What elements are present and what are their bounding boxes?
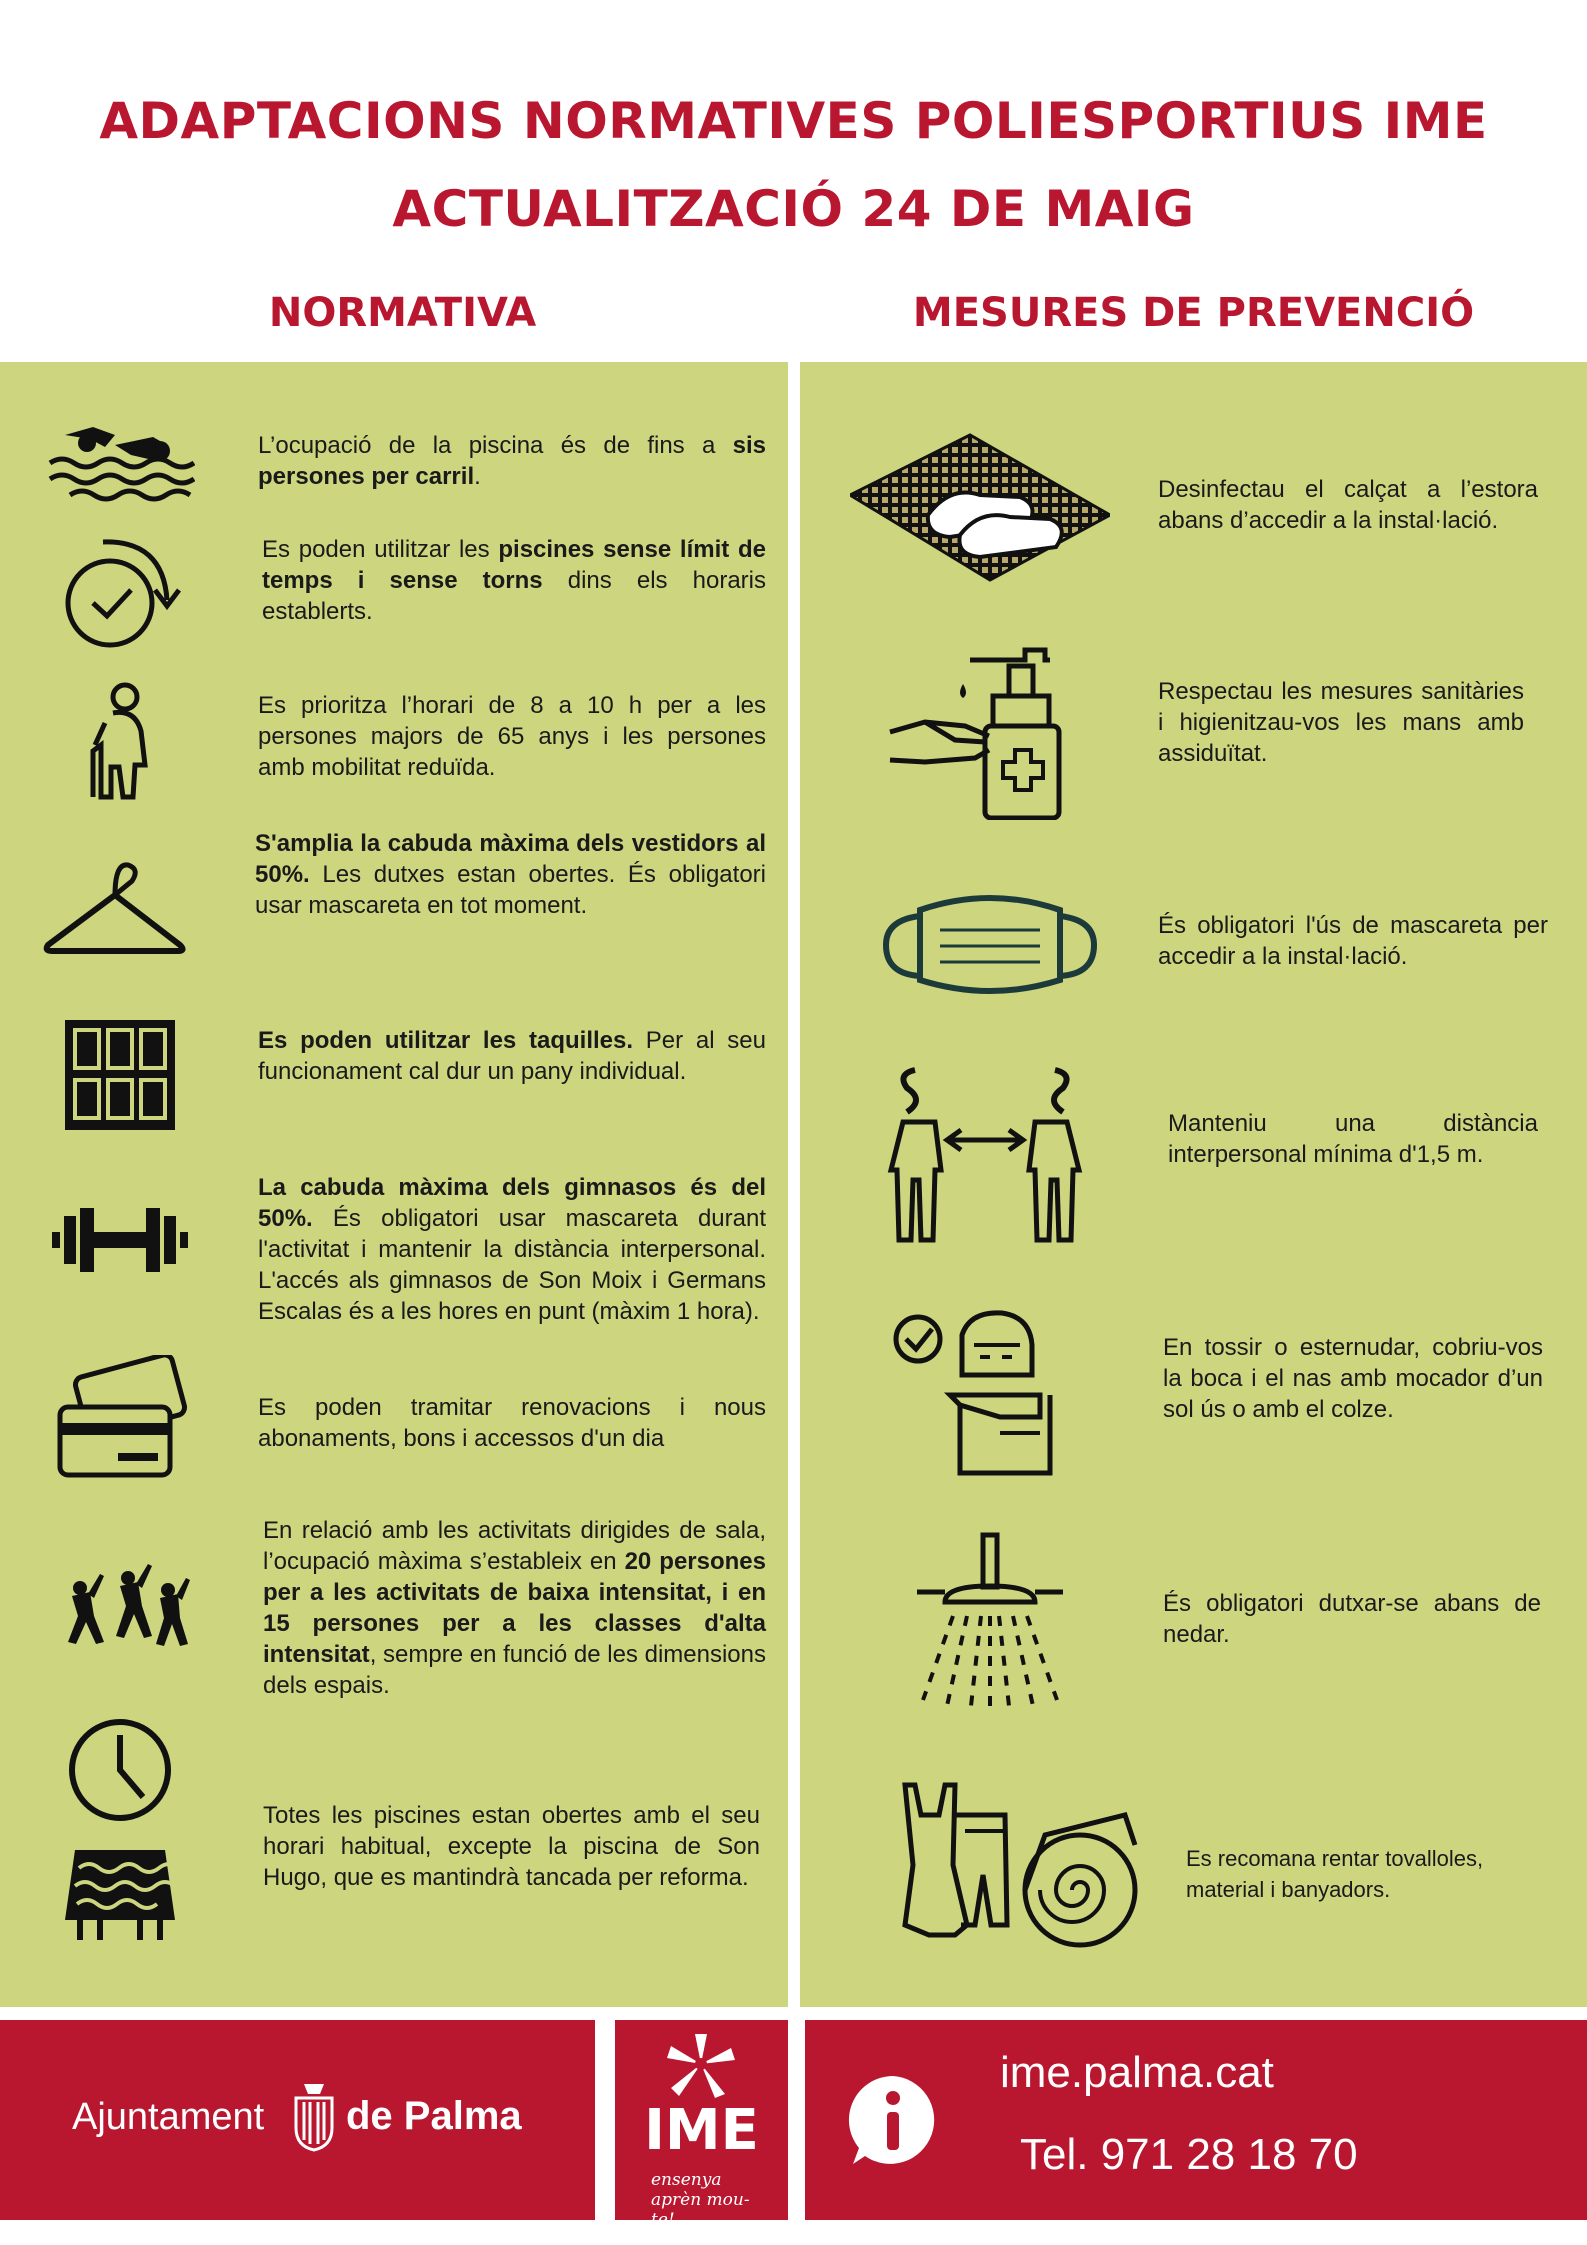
normativa-text-5 xyxy=(258,1025,766,1087)
website-link[interactable]: ime.palma.cat xyxy=(1000,2048,1274,2097)
swimwear-towel-icon xyxy=(895,1775,1145,1965)
normativa-text-part: Totes les piscines estan obertes amb el seu horari habitual, excepte la piscina de Son Hugo, que es mantindrà tancada per reforma. xyxy=(263,1802,760,1891)
normativa-text-part: Es poden utilitzar les taquilles. xyxy=(258,1027,634,1054)
normativa-text-part: Es prioritza l’horari de 8 a 10 h per a les persones majors de 65 anys i les persones amb mobilitat reduïda. xyxy=(258,692,766,781)
shoes-mat-icon xyxy=(850,425,1110,585)
normativa-text-7 xyxy=(258,1392,766,1454)
prevencio-text-2: Respectau les mesures sanitàries i higienitzau-vos les mans amb assiduïtat. xyxy=(1158,678,1524,767)
shower-icon xyxy=(905,1530,1075,1715)
prevencio-text-5: En tossir o esternudar, cobriu-vos la boca i el nas amb mocador d’un sol ús o amb el colze. xyxy=(1163,1334,1543,1423)
prevencio-heading: MESURES DE PREVENCIÓ xyxy=(912,290,1475,336)
normativa-text-part: , sempre en funció de les dimensions dels espais. xyxy=(263,1641,766,1699)
normativa-text-3 xyxy=(258,690,766,783)
clock-arrow-icon xyxy=(45,518,195,668)
prevencio-text-4: Manteniu una distància interpersonal mínima d'1,5 m. xyxy=(1168,1110,1538,1168)
prevencio-text-1: Desinfectau el calçat a l’estora abans d’accedir a la instal·lació. xyxy=(1158,476,1538,534)
normativa-text-part: En relació amb les activitats dirigides de sala, l’ocupació màxima s’estableix en xyxy=(263,1517,766,1575)
normativa-text-part: 20 persones per a les activitats de baixa intensitat, i en 15 persones per a les classes d'alta intensitat xyxy=(263,1548,767,1668)
normativa-text-part: Es poden tramitar renovacions i nous abonaments, bons i accessos d'un dia xyxy=(258,1394,766,1452)
cards-icon xyxy=(45,1345,195,1495)
normativa-text-2 xyxy=(262,534,766,627)
clock-pool-icon xyxy=(50,1710,190,1830)
footer-ime-logo xyxy=(615,2020,788,2230)
ime-tagline: ensenya aprèn mou-te! xyxy=(651,2170,750,2230)
social-distance-icon xyxy=(885,1060,1085,1250)
normativa-text-part: Per al seu funcionament cal dur un pany individual. xyxy=(258,1027,766,1085)
dumbbell-icon xyxy=(45,1165,195,1315)
normativa-text-4 xyxy=(255,828,766,921)
normativa-text-part: . xyxy=(474,463,481,490)
normativa-text-part: sis persones per carril xyxy=(258,432,766,490)
prevencio-text-3: És obligatori l'ús de mascareta per accedir a la instal·lació. xyxy=(1158,912,1548,970)
normativa-text-part: L’ocupació de la piscina és de fins a xyxy=(258,432,733,459)
elderly-icon xyxy=(40,665,190,815)
normativa-text-part: piscines sense límit de temps i sense torns xyxy=(262,536,766,594)
normativa-text-6 xyxy=(258,1172,766,1327)
swimmers-icon xyxy=(45,385,195,535)
page-title-line2: ACTUALITZACIÓ 24 DE MAIG xyxy=(392,180,1195,238)
prevencio-text-7: Es recomana rentar tovalloles, material i banyadors. xyxy=(1186,1846,1484,1902)
normativa-text-part: S'amplia la cabuda màxima dels vestidors al 50%. xyxy=(255,830,766,888)
info-icon xyxy=(845,2072,941,2168)
normativa-text-part: La cabuda màxima dels gimnasos és del 50%. xyxy=(258,1174,766,1232)
palma-crest-icon xyxy=(290,2080,338,2152)
face-mask-icon xyxy=(880,890,1100,1000)
prevencio-text-6: És obligatori dutxar-se abans de nedar. xyxy=(1163,1590,1541,1648)
footer-ajuntament xyxy=(0,2020,595,2220)
hanger-icon xyxy=(40,835,190,985)
normativa-text-part: dins els horaris establerts. xyxy=(262,567,766,625)
ajuntament-label: Ajuntament xyxy=(72,2096,265,2138)
normativa-heading: NORMATIVA xyxy=(268,290,537,336)
normativa-text-part: Es poden utilitzar les xyxy=(262,536,499,563)
normativa-text-part: És obligatori usar mascareta durant l'activitat i mantenir la distància interpersonal. L'accés als gimnasos de Son Moix i Germans Escalas és a les hores en punt (màxim 1 hora). xyxy=(258,1205,766,1325)
normativa-text-8 xyxy=(263,1515,766,1701)
normativa-text-1 xyxy=(258,430,766,492)
hand-sanitizer-icon xyxy=(885,640,1075,820)
phone-number[interactable]: Tel. 971 28 18 70 xyxy=(1020,2130,1358,2179)
normativa-text-9 xyxy=(263,1800,760,1893)
ime-star-icon xyxy=(665,2030,737,2100)
footer-contact xyxy=(805,2020,1587,2220)
normativa-text-part: Les dutxes estan obertes. És obligatori usar mascareta en tot moment. xyxy=(255,861,766,919)
ime-logo-text: IME xyxy=(644,2098,759,2163)
palma-label: de Palma xyxy=(346,2094,522,2138)
cough-elbow-icon xyxy=(890,1305,1070,1480)
lockers-icon xyxy=(45,1000,195,1150)
page-title-line1: ADAPTACIONS NORMATIVES POLIESPORTIUS IME xyxy=(99,92,1488,150)
pool-icon xyxy=(50,1835,190,1955)
group-exercise-icon xyxy=(45,1530,195,1680)
